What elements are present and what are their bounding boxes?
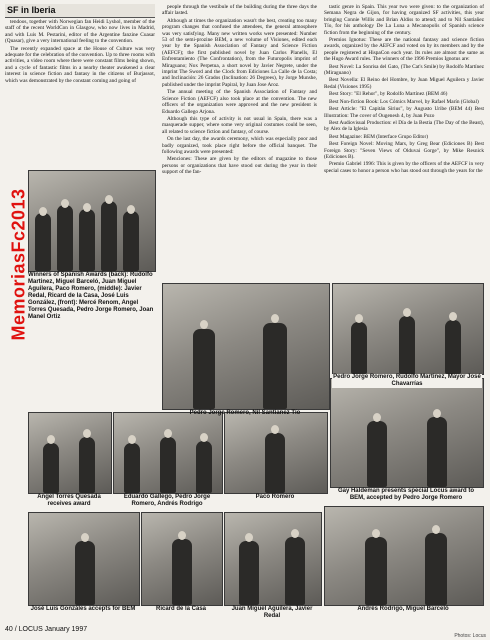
col2-paragraph: Although at times the organization wasn't the best, creating too many program changes that confused the attendees, the general atmosphere was very satisfying. Many new written works were presented: Number 53 of the semi-prozine BEM, a new volume of Visiones, edited each year by the Spanish Association of Fantasy and Science Fiction (AEFCF); the first published novel by Juan Carlos Planells, El Enfrentamiento (The Confrontation), from the Futuropolis imprint of Miraguano; Nox Perpetua, a short novel by Javier Negrete, under the imprint The Sword and the Clock from Ediciones La Calle de la Costa; and Inclinación: 26 Grados (Inclination: 26 Degrees), by Jorge Munshe, published under the imprint Papiral, by Juan Jose Aroz. <box>162 17 317 88</box>
text-column-3 <box>324 4 484 280</box>
watermark-text: MemoriasFc2013 <box>8 188 29 341</box>
col1-paragraph: The recently expanded space at the House of Culture was very adequate for the celebration of the convention. Up to three rooms with activities, a video room where there were constant films being shown, and a cycle of fantastic films in a nearby theater awakened a clear interest in science fiction and fantasy in the citizens of Burjassot, which was demonstrated by the constant coming and going of <box>5 45 155 84</box>
page-footer: 40 / LOCUS January 1997 <box>5 626 88 633</box>
caption-photo-4: Angel Torres Quesada receives award <box>37 494 101 507</box>
col3-paragraph: Best Audiovisual Production: el Día de la Bestia (The Day of the Beast), by Alex de la Iglesia <box>324 119 484 133</box>
col2-paragraph: The annual meeting of the Spanish Association of Fantasy and Science Fiction (AEFCF) also took place at the convention. The new officers of the organization were approved and the new president is Eduardo Gallego Arjona. <box>162 89 317 115</box>
caption-photo-11: Andrés Rodrigo, Miguel Barceló <box>357 606 449 612</box>
text-column-2 <box>162 4 317 272</box>
caption-photo-6: Paco Romero <box>255 494 295 500</box>
photo-8 <box>28 512 140 606</box>
group-photo <box>28 170 156 272</box>
caption-photo-3: Pedro Jorge Romero, Rudolfo Martinez, Mayor José Chavarrías <box>333 374 481 387</box>
col3-paragraph: Premios Ignotus: These are the national fantasy and science fiction awards, organized by the AEFCF and voted on by its members and by the people registered at HispaCon each year. Its rules are almost the same as the Hugo Award rules. The winners of the 1996 Premios Ignotus are: <box>324 37 484 63</box>
caption-photo-5: Eduardo Gallego, Pedro Jorge Romero, Andrés Rodrigo <box>123 494 211 507</box>
watermark <box>8 150 30 380</box>
caption-photo-7: Gay Haldeman presents special Locus award to BEM, accepted by Pedro Jorge Romero <box>337 488 475 501</box>
col3-paragraph: Best Novella: El Reino del Hombre, by Juan Miguel Aguilera y Javier Redal (Visiones 1995) <box>324 77 484 90</box>
text-column-1 <box>5 19 155 167</box>
photo-10 <box>224 512 322 606</box>
photo-11 <box>324 506 484 606</box>
col2-paragraph: people through the vestibule of the building during the three days the affair lasted. <box>162 4 317 17</box>
photo-4 <box>28 412 112 494</box>
col3-paragraph: tastic genre in Spain. This year two were given: to the organization of Semana Negra de Gijon, for having organized SF activities, this year bringing Connie Willis and Brian Aldiss to attend; and to Nil Santiañez Tío, for his anthology De La Luna a Mecanopolis of Spanish science fiction from the beginning of the century. <box>324 4 484 36</box>
section-title: SF in Iberia <box>7 5 56 15</box>
photo-7 <box>330 378 484 488</box>
col1-paragraph: tendoos, together with Norwegian fan Heidi Lyshol, member of the staff of the recent WorldCon in Glasgow, who now lives in Madrid, and with Luis M. Pestarini, editor of the Argentine fanzine Cuasar (Quasar), give a very international feeling to the convention. <box>5 19 155 45</box>
photo-5 <box>113 412 223 494</box>
photo-6 <box>224 412 328 494</box>
photo-credit: Photos: Locus <box>454 633 486 639</box>
col3-paragraph: Premio Gabriel 1996: This is given by the officers of the AEFCF in very special cases to honor a person who has stood out through the years for the <box>324 161 484 174</box>
col3-paragraph: Best Novel: La Sonrisa del Gato, (The Cat's Smile) by Rodolfo Martínez (Miraguano) <box>324 63 484 77</box>
photo-9 <box>141 512 223 606</box>
caption-photo-9: Ricard de la Casa <box>155 606 207 612</box>
col2-paragraph: Although this type of activity is not usual in Spain, there was a masquerade supper, where some very original costumes could be seen, all related to science fiction and fantasy, of course. <box>162 115 317 135</box>
col2-paragraph: Menciones: These are given by the editors of magazine to those persons or organizations that have stood out during the year in their support of the fan- <box>162 156 317 176</box>
photo-2 <box>162 283 330 410</box>
photo-3 <box>332 283 484 375</box>
caption-group-photo: Winners of Spanish Awards (back): Rudolfo Martinez, Miguel Barceló, Juan Miguel Aguilera, Paco Romero, (middle): Javier Redal, Ricard de la Casa, José Luis González, (front): Mercé Renom, Angel Torres Quesada, Pedro Jorge Romero, Joan Manel Ortiz <box>28 272 154 320</box>
caption-photo-2: Pedro Jorge Romero, Nil Santianez Tío <box>189 410 301 416</box>
caption-photo-10: Juan Miguel Aguilera, Javier Redal <box>231 606 313 619</box>
col3-paragraph: Best Foreign Novel: Moving Mars, by Greg Bear (Ediciones B) Best Foreign Story: "Seven Views of Olduvai Gorge", by Mike Resnick (Ediciones B). <box>324 141 484 160</box>
col3-paragraph: Best Story: "El Rehor", by Rodolfo Martínez (BEM 46) <box>329 91 448 98</box>
col3-paragraph: Best Magazine: BEM (Interface Grupo Editor) <box>329 133 428 140</box>
col3-paragraph: Best Non-fiction Book: Los Cómics Marvel, by Rafael Marín (Global) <box>329 98 479 105</box>
col2-paragraph: On the last day, the awards ceremony, which was especially poor and badly organized, took place right before the official banquet. The following awards were presented: <box>162 136 317 155</box>
col3-paragraph: Best Article: "El Capitán Sirius", by Augusto Uribe (BEM 44) Best Illustration: The cover of Ougenesh 4, by Juan Pozo <box>324 106 484 119</box>
section-header <box>5 4 155 18</box>
caption-photo-8: José Luis Gonzáles accepts for BEM <box>30 606 136 612</box>
